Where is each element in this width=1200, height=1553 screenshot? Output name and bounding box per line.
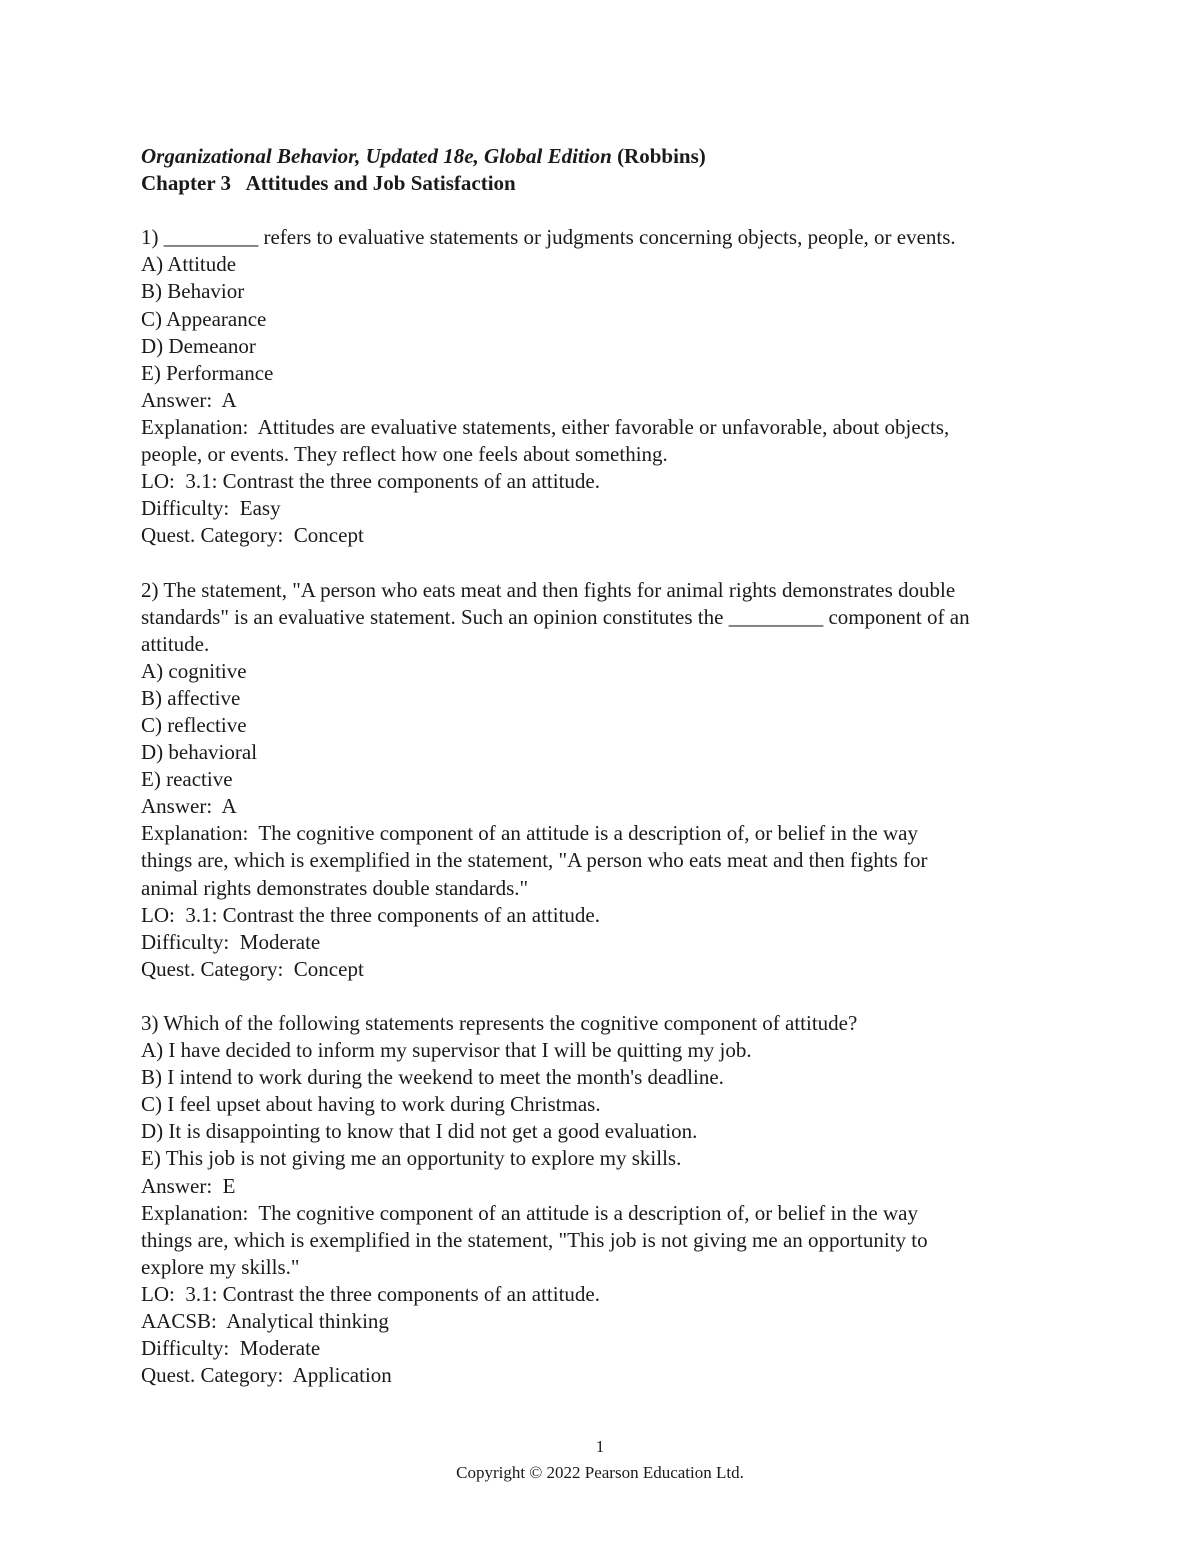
explanation: things are, which is exemplified in the statement, "A person who eats meat and then fights for (141, 848, 928, 873)
spacer (141, 197, 1081, 224)
document-title-line (141, 143, 1081, 170)
book-title: Organizational Behavior, Updated 18e, Global Edition (141, 144, 612, 168)
aacsb: AACSB: Analytical thinking (141, 1309, 389, 1334)
explanation: people, or events. They reflect how one feels about something. (141, 442, 668, 467)
question-3 (141, 1010, 1081, 1389)
option-b: B) I intend to work during the weekend to meet the month's deadline. (141, 1065, 724, 1090)
learning-objective: LO: 3.1: Contrast the three components of an attitude. (141, 1281, 600, 1306)
question-stem: 1) _________ refers to evaluative statements or judgments concerning objects, people, or events. (141, 225, 956, 250)
learning-objective: LO: 3.1: Contrast the three components of an attitude. (141, 469, 600, 494)
answer: Answer: A (141, 387, 237, 412)
option-c: C) reflective (141, 712, 247, 737)
answer: Answer: E (141, 1173, 236, 1198)
option-e: E) This job is not giving me an opportunity to explore my skills. (141, 1146, 682, 1171)
chapter-heading: Chapter 3 Attitudes and Job Satisfaction (141, 171, 516, 196)
option-d: D) behavioral (141, 740, 258, 765)
question-stem: attitude. (141, 631, 210, 656)
difficulty: Difficulty: Moderate (141, 1336, 321, 1361)
spacer (141, 549, 1081, 576)
option-c: C) Appearance (141, 306, 267, 331)
difficulty: Difficulty: Moderate (141, 929, 321, 954)
option-b: B) affective (141, 685, 241, 710)
answer: Answer: A (141, 794, 237, 819)
question-1 (141, 224, 1081, 549)
question-2 (141, 577, 1081, 983)
option-d: D) Demeanor (141, 333, 256, 358)
document-body (141, 143, 1081, 1389)
spacer (141, 983, 1081, 1010)
question-category: Quest. Category: Concept (141, 523, 364, 548)
difficulty: Difficulty: Easy (141, 496, 281, 521)
option-d: D) It is disappointing to know that I did not get a good evaluation. (141, 1119, 698, 1144)
page-number: 1 (595, 1437, 605, 1456)
option-a: A) I have decided to inform my supervisor that I will be quitting my job. (141, 1038, 752, 1063)
explanation: Explanation: The cognitive component of an attitude is a description of, or belief in the way (141, 821, 918, 846)
book-author: (Robbins) (617, 144, 706, 168)
option-c: C) I feel upset about having to work during Christmas. (141, 1092, 601, 1117)
explanation: Explanation: Attitudes are evaluative statements, either favorable or unfavorable, about objects, (141, 414, 950, 439)
question-category: Quest. Category: Concept (141, 956, 364, 981)
question-stem: standards" is an evaluative statement. Such an opinion constitutes the _________ component of an (141, 604, 970, 629)
copyright-notice: Copyright © 2022 Pearson Education Ltd. (456, 1463, 744, 1482)
question-stem: 2) The statement, "A person who eats meat and then fights for animal rights demonstrates double (141, 577, 956, 602)
option-e: E) Performance (141, 360, 274, 385)
option-b: B) Behavior (141, 279, 245, 304)
option-a: A) cognitive (141, 658, 247, 683)
explanation: animal rights demonstrates double standards." (141, 875, 529, 900)
question-stem: 3) Which of the following statements represents the cognitive component of attitude? (141, 1011, 858, 1035)
explanation: explore my skills." (141, 1254, 300, 1279)
learning-objective: LO: 3.1: Contrast the three components of an attitude. (141, 902, 600, 927)
option-e: E) reactive (141, 767, 233, 792)
explanation: things are, which is exemplified in the statement, "This job is not giving me an opportunity to (141, 1227, 928, 1252)
question-category: Quest. Category: Application (141, 1363, 392, 1388)
option-a: A) Attitude (141, 252, 237, 277)
explanation: Explanation: The cognitive component of an attitude is a description of, or belief in the way (141, 1200, 918, 1225)
